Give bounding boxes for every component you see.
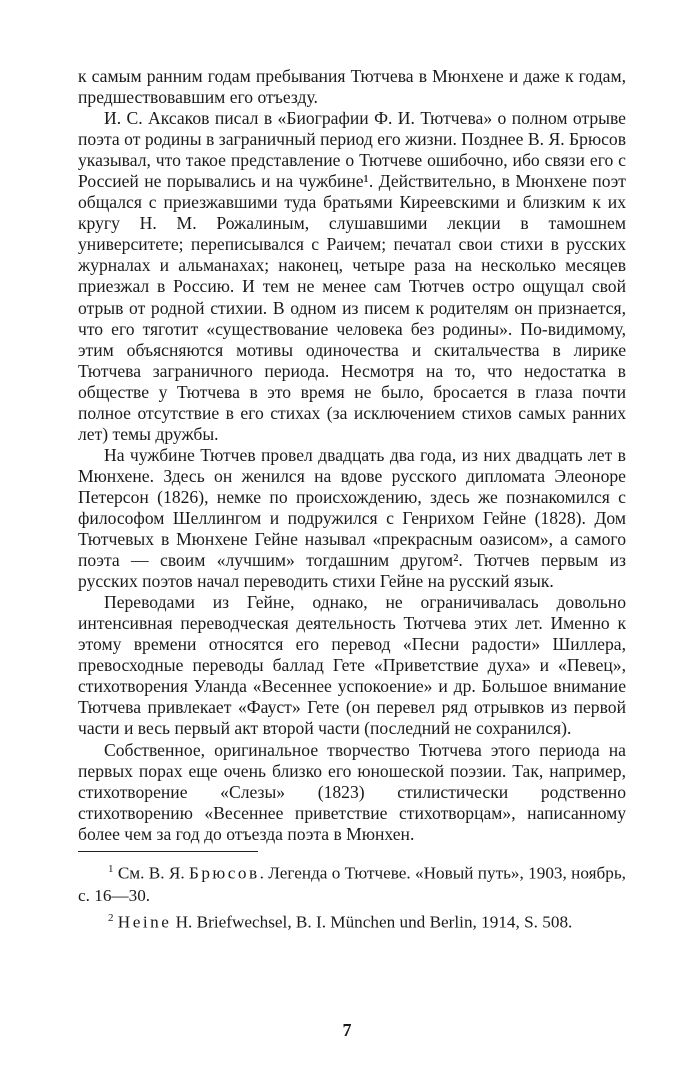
footnote-text: H. Briefwechsel, B. I. München und Berlin, 1914, S. 508.: [175, 913, 573, 933]
footnote-divider: [78, 851, 258, 852]
footnote-2: [78, 907, 626, 934]
paragraph: к самым ранним годам пребывания Тютчева в Мюнхене и даже к годам, предшествовавшим его отъезду.: [78, 66, 626, 108]
paragraph: Собственное, оригинальное творчество Тютчева этого периода на первых порах еще очень близко его юношеской поэзии. Так, например, стихотворение «Слезы» (1823) стилистически родственно стихотворению «Весеннее приветствие стихотворцам», написанному более чем за год до отъезда поэта в Мюнхен.: [78, 739, 626, 844]
footnote-text: . Легенда о Тютчеве. «Новый путь», 1903, ноябрь, с. 16—30.: [78, 863, 626, 906]
paragraph: Переводами из Гейне, однако, не ограничивалась довольно интенсивная переводческая деятельность Тютчева этих лет. Именно к этому времени относятся его перевод «Песни радости» Шиллера, превосходные переводы баллад Гете «Приветствие духа» и «Певец», стихотворения Уланда «Весеннее успокоение» и др. Большое внимание Тютчева привлекает «Фауст» Гете (он перевел ряд отрывков из первой части и весь первый акт второй части (последний не сохранился).: [78, 592, 626, 739]
footnote-prefix: См. В. Я.: [117, 863, 185, 883]
footnote-author: Heine: [117, 913, 172, 933]
footnote-mark: 1: [108, 862, 114, 875]
page-number: 7: [342, 1020, 352, 1040]
page-body: [78, 66, 626, 934]
paragraph: На чужбине Тютчев провел двадцать два года, из них двадцать лет в Мюнхене. Здесь он женился на вдове русского дипломата Элеоноре Петерсон (1826), немке по происхождению, здесь же познакомился с философом Шеллингом и подружился с Генрихом Гейне (1828). Дом Тютчевых в Мюнхене Гейне называл «прекрасным оазисом», а самого поэта — своим «лучшим» тогдашним другом². Тютчев первым из русских поэтов начал переводить стихи Гейне на русский язык.: [78, 444, 626, 592]
footnote-author: Брюсов: [188, 863, 260, 883]
footnote-mark: 2: [108, 912, 114, 925]
paragraph: И. С. Аксаков писал в «Биографии Ф. И. Тютчева» о полном отрыве поэта от родины в заграничный период его жизни. Позднее В. Я. Брюсов указывал, что такое представление о Тютчеве ошибочно, ибо связи его с Россией не порывались и на чужбине¹. Действительно, в Мюнхене поэт общался с приезжавшими туда братьями Киреевскими и близким к их кругу Н. М. Рожалиным, слушавшими лекции в тамошнем университете; переписывался с Раичем; печатал свои стихи в русских журналах и альманахах; наконец, четыре раза на несколько месяцев приезжал в Россию. И тем не менее сам Тютчев остро ощущал свой отрыв от родной стихии. В одном из писем к родителям он признается, что его тяготит «существование человека без родины». По-видимому, этим объясняются мотивы одиночества и скитальчества в лирике Тютчева заграничного периода. Несмотря на то, что недостатка в обществе у Тютчева в это время не было, бросается в глаза почти полное отсутствие в его стихах (за исключением стихов самых ранних лет) темы дружбы.: [78, 108, 626, 444]
footnote-1: [78, 858, 626, 908]
